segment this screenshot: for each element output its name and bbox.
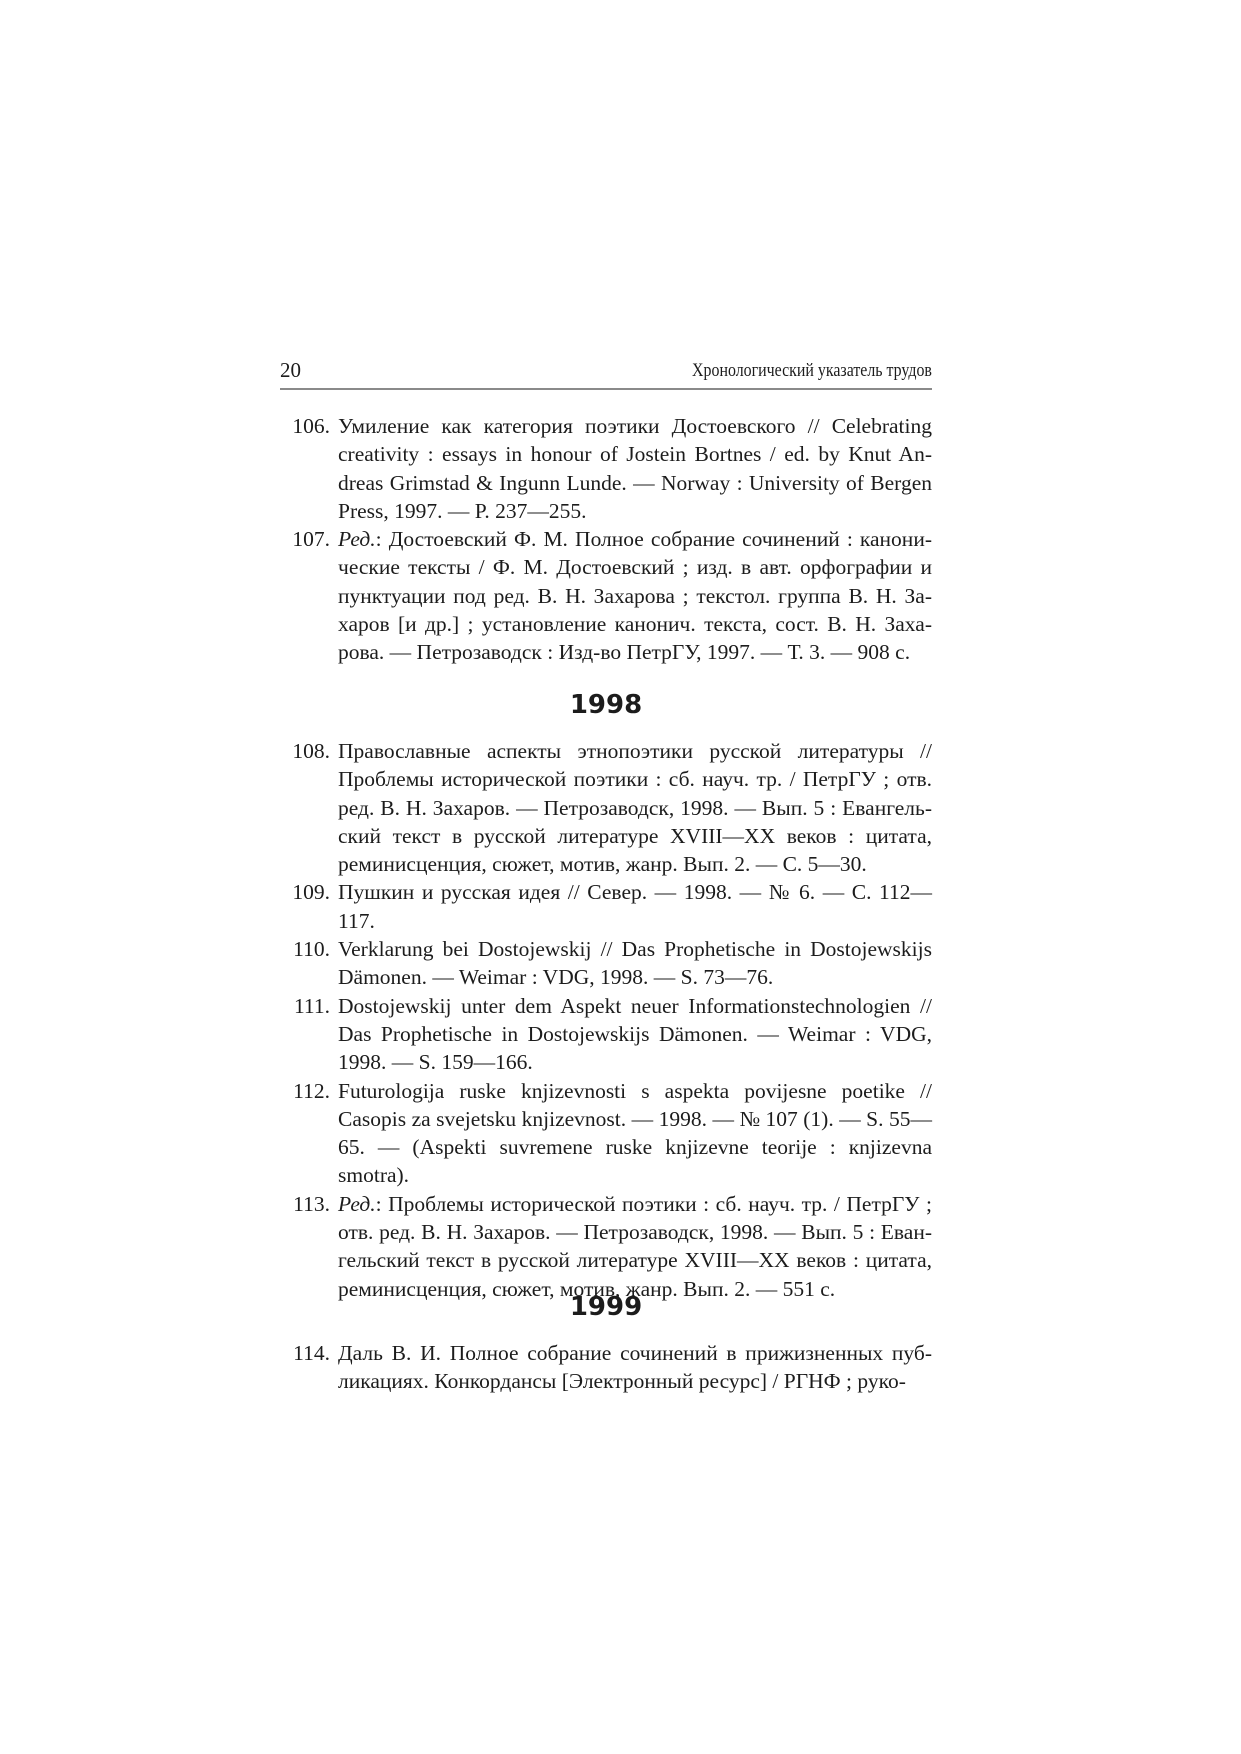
entry-text (330, 1190, 932, 1303)
editor-prefix: Ред. (338, 1191, 376, 1216)
entries-1997 (280, 412, 932, 667)
year-heading-1998: 1998 (569, 690, 643, 720)
entry-body: Dostojewskij unter dem Aspekt neuer Informationstechnologien // Das Prophetische in Dostojewskijs Dämonen. — Weimar : VDG, 1998. — S. 159—166. (338, 993, 932, 1075)
page-number: 20 (280, 358, 301, 382)
entry-body: Futurologija ruske knjizevnosti s aspekta povijesne poetike // Casopis za svejetsku knjizevnost. — 1998. — № 107 (1). — S. 55—65. — (Aspekti suvremene ruske knjizevne teorije : кnjizevna smotra). (338, 1078, 932, 1188)
entry-text (330, 525, 932, 666)
entries-1998 (280, 737, 932, 1303)
entry-text (330, 1339, 932, 1396)
entry-text (330, 1077, 932, 1190)
bibliography-entry (280, 737, 932, 878)
entries-1999 (280, 1339, 932, 1396)
entry-body: : Достоевский Ф. М. Полное собрание сочинений : канонические тексты / Ф. М. Достоевский ; изд. в авт. орфографии и пунктуации под ред. В. Н. Захарова ; текстол. группа В. Н. Захаров [и др.] ; установление канонич. текста, сост. В. Н. Захарова. — Петрозаводск : Изд-во ПетрГУ, 1997. — Т. 3. — 908 с. (338, 527, 932, 665)
entry-body: Православные аспекты этнопоэтики русской литературы // Проблемы исторической поэтики : сб. науч. тр. / ПетрГУ ; отв. ред. В. Н. Захаров. — Петрозаводск, 1998. — Вып. 5 : Евангельский текст в русской литературе XVIII—XX веков : цитата, реминисценция, сюжет, мотив, жанр. Вып. 2. — С. 5—30. (338, 739, 932, 877)
bibliography-entry (280, 878, 932, 935)
entry-number: 111. (293, 993, 330, 1018)
entry-number: 107. (292, 527, 330, 552)
entry-number: 109. (292, 880, 330, 905)
bibliography-entry (280, 412, 932, 525)
bibliography-entry (280, 1077, 932, 1190)
page-header (280, 358, 932, 390)
bibliography-entry (280, 525, 932, 666)
bibliography-entry (280, 935, 932, 992)
entry-text (330, 992, 932, 1077)
entry-body: Verklarung bei Dostojewskij // Das Prophetische in Dostojewskijs Dämonen. — Weimar : VDG, 1998. — S. 73—76. (338, 937, 932, 990)
entry-number: 113. (293, 1191, 330, 1216)
entry-body: : Проблемы исторической поэтики : сб. науч. тр. / ПетрГУ ; отв. ред. В. Н. Захаров. — Петрозаводск, 1998. — Вып. 5 : Евангельский текст в русской литературе XVIII—XX веков : цитата, реминисценция, сюжет, мотив, жанр. Вып. 2. — 551 с. (338, 1191, 932, 1301)
entry-text (330, 412, 932, 525)
entry-number: 106. (292, 414, 330, 438)
entry-body: Пушкин и русская идея // Север. — 1998. — № 6. — С. 112— 117. (338, 880, 932, 933)
entry-body: Умиление как категория поэтики Достоевского // Celebrating creativity : essays in honour of Jostein Bortnes / ed. by Knut Andreas Grimstad & Ingunn Lunde. — Norway : University of Bergen Press, 1997. — P. 237—255. (338, 414, 932, 523)
entry-body: Даль В. И. Полное собрание сочинений в прижизненных публикациях. Конкордансы [Электронный ресурс] / РГНФ ; руко- (338, 1341, 932, 1394)
entry-number: 114. (293, 1341, 330, 1365)
bibliography-entry (280, 1339, 932, 1396)
entry-number: 110. (293, 937, 330, 962)
editor-prefix: Ред. (338, 527, 376, 552)
entry-text (330, 737, 932, 878)
bibliography-entry (280, 1190, 932, 1303)
entry-number: 112. (293, 1078, 330, 1103)
bibliography-entry (280, 992, 932, 1077)
running-title: Хронологический указатель трудов (692, 361, 932, 381)
year-heading-1999: 1999 (569, 1292, 643, 1322)
entry-number: 108. (292, 739, 330, 763)
entry-text (330, 935, 932, 992)
entry-text (330, 878, 932, 935)
